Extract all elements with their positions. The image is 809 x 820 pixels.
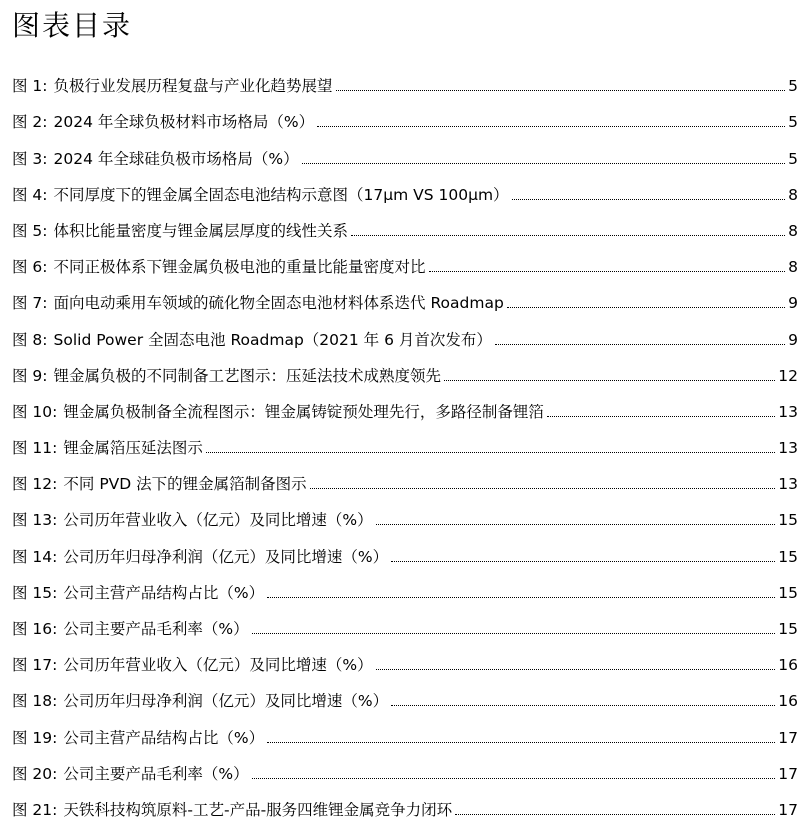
figure-number: 图 10 [12, 402, 53, 421]
figure-number: 图 12 [12, 475, 53, 494]
figure-caption: 面向电动乘用车领域的硫化物全固态电池材料体系迭代 Roadmap [53, 294, 504, 313]
figure-caption: 锂金属负极制备全流程图示：锂金属铸锭预处理先行，多路径制备锂箔 [63, 402, 544, 421]
page-number: 5 [788, 77, 798, 96]
figure-caption: 公司历年归母净利润（亿元）及同比增速（%） [63, 547, 389, 566]
dot-leader [310, 488, 776, 489]
figure-separator: : [42, 77, 48, 96]
dot-leader [317, 126, 785, 127]
figure-separator: : [52, 692, 58, 711]
toc-entry[interactable] [12, 205, 798, 241]
figure-separator: : [52, 620, 58, 638]
page-number: 8 [788, 258, 798, 277]
dot-leader [252, 778, 776, 779]
dot-leader [444, 380, 775, 381]
page-number: 17 [778, 800, 798, 819]
figure-caption: 公司主营产品结构占比（%） [63, 583, 265, 602]
page-number: 12 [778, 366, 798, 385]
page-number: 13 [778, 475, 798, 494]
dot-leader [376, 669, 776, 670]
dot-leader [547, 416, 775, 417]
figure-separator: : [42, 185, 48, 204]
toc-entry[interactable] [12, 711, 798, 747]
figure-separator: : [42, 149, 48, 168]
figure-caption: 公司历年营业收入（亿元）及同比增速（%） [63, 511, 373, 530]
figure-caption: 2024 年全球硅负极市场格局（%） [53, 149, 299, 168]
toc-entry[interactable] [12, 494, 798, 530]
figure-number: 图 20 [12, 764, 53, 783]
dot-leader [429, 271, 786, 272]
page-number: 16 [778, 692, 798, 711]
toc-entry[interactable] [12, 675, 798, 711]
figure-number: 图 7 [12, 294, 43, 313]
figure-separator: : [52, 402, 58, 421]
figure-separator: : [52, 764, 58, 783]
toc-entry[interactable] [12, 422, 798, 458]
toc-entry[interactable] [12, 277, 798, 313]
figure-number: 图 2 [12, 113, 43, 132]
dot-leader [512, 199, 786, 200]
figure-number: 图 5 [12, 221, 43, 240]
figure-number: 图 14 [12, 547, 53, 566]
page-number: 13 [778, 439, 798, 458]
page-number: 15 [778, 620, 798, 638]
dot-leader [391, 561, 775, 562]
page-number: 5 [788, 149, 798, 168]
toc-entry[interactable] [12, 350, 798, 386]
dot-leader [267, 742, 775, 743]
page-number: 16 [778, 656, 798, 675]
figure-caption: 2024 年全球负极材料市场格局（%） [53, 113, 315, 132]
toc-entry[interactable] [12, 530, 798, 566]
dot-leader [302, 163, 785, 164]
figure-number: 图 19 [12, 728, 53, 747]
page-title: 图表目录 [12, 9, 133, 42]
dot-leader [267, 597, 775, 598]
figure-number: 图 11 [12, 439, 53, 458]
figure-number: 图 13 [12, 511, 53, 530]
figure-number: 图 9 [12, 366, 43, 385]
page-number: 13 [778, 402, 798, 421]
figure-caption: 公司主营产品结构占比（%） [63, 728, 265, 747]
dot-leader [351, 235, 785, 236]
dot-leader [455, 814, 775, 815]
figure-separator: : [42, 258, 48, 277]
toc-entry[interactable] [12, 748, 798, 784]
page-number: 5 [788, 113, 798, 132]
toc-entry[interactable] [12, 639, 798, 675]
figure-separator: : [42, 330, 48, 349]
figure-caption: 公司主要产品毛利率（%） [63, 620, 249, 638]
page-number: 15 [778, 511, 798, 530]
figure-caption: 不同 PVD 法下的锂金属箔制备图示 [63, 475, 307, 494]
page-number: 17 [778, 728, 798, 747]
figure-number: 图 3 [12, 149, 43, 168]
toc-entry[interactable] [12, 313, 798, 349]
page-number: 9 [788, 294, 798, 313]
page-number: 17 [778, 764, 798, 783]
figure-number: 图 8 [12, 330, 43, 349]
figure-number: 图 4 [12, 185, 43, 204]
figure-separator: : [52, 511, 58, 530]
dot-leader [391, 705, 775, 706]
toc-entry[interactable] [12, 567, 798, 603]
toc-entry[interactable] [12, 386, 798, 422]
figure-separator: : [42, 113, 48, 132]
figure-caption: 天铁科技构筑原料-工艺-产品-服务四维锂金属竞争力闭环 [63, 800, 453, 819]
page-number: 8 [788, 185, 798, 204]
figure-caption: Solid Power 全固态电池 Roadmap（2021 年 6 月首次发布） [53, 330, 492, 349]
figure-table-of-contents [12, 60, 798, 820]
figure-caption: 公司历年营业收入（亿元）及同比增速（%） [63, 656, 373, 675]
figure-caption: 锂金属负极的不同制备工艺图示：压延法技术成熟度领先 [53, 366, 442, 385]
dot-leader [495, 344, 785, 345]
figure-number: 图 16 [12, 620, 53, 638]
figure-number: 图 15 [12, 583, 53, 602]
toc-entry[interactable] [12, 132, 798, 168]
figure-caption: 公司主要产品毛利率（%） [63, 764, 249, 783]
figure-number: 图 1 [12, 77, 43, 96]
figure-separator: : [52, 475, 58, 494]
figure-separator: : [52, 800, 58, 819]
page-number: 15 [778, 547, 798, 566]
figure-number: 图 6 [12, 258, 43, 277]
page-number: 9 [788, 330, 798, 349]
figure-number: 图 17 [12, 656, 53, 675]
figure-caption: 体积比能量密度与锂金属层厚度的线性关系 [53, 221, 349, 240]
figure-separator: : [42, 366, 48, 385]
toc-entry[interactable] [12, 784, 798, 820]
figure-separator: : [42, 221, 48, 240]
page-number: 15 [778, 583, 798, 602]
figure-number: 图 21 [12, 800, 53, 819]
page-number: 8 [788, 221, 798, 240]
figure-separator: : [52, 547, 58, 566]
dot-leader [336, 90, 786, 91]
figure-number: 图 18 [12, 692, 53, 711]
toc-entry[interactable] [12, 458, 798, 494]
figure-separator: : [52, 728, 58, 747]
figure-caption: 锂金属箔压延法图示 [63, 439, 203, 458]
figure-separator: : [52, 439, 58, 458]
dot-leader [252, 633, 776, 634]
figure-caption: 不同正极体系下锂金属负极电池的重量比能量密度对比 [53, 258, 426, 277]
figure-caption: 不同厚度下的锂金属全固态电池结构示意图（17μm VS 100μm） [53, 185, 509, 204]
figure-separator: : [42, 294, 48, 313]
dot-leader [206, 452, 775, 453]
dot-leader [376, 524, 776, 525]
figure-separator: : [52, 583, 58, 602]
toc-entry[interactable] [12, 60, 798, 96]
figure-caption: 公司历年归母净利润（亿元）及同比增速（%） [63, 692, 389, 711]
toc-entry[interactable] [12, 169, 798, 205]
toc-entry[interactable] [12, 241, 798, 277]
figure-separator: : [52, 656, 58, 675]
toc-entry[interactable] [12, 603, 798, 639]
figure-caption: 负极行业发展历程复盘与产业化趋势展望 [53, 77, 333, 96]
toc-entry[interactable] [12, 96, 798, 132]
dot-leader [507, 307, 785, 308]
